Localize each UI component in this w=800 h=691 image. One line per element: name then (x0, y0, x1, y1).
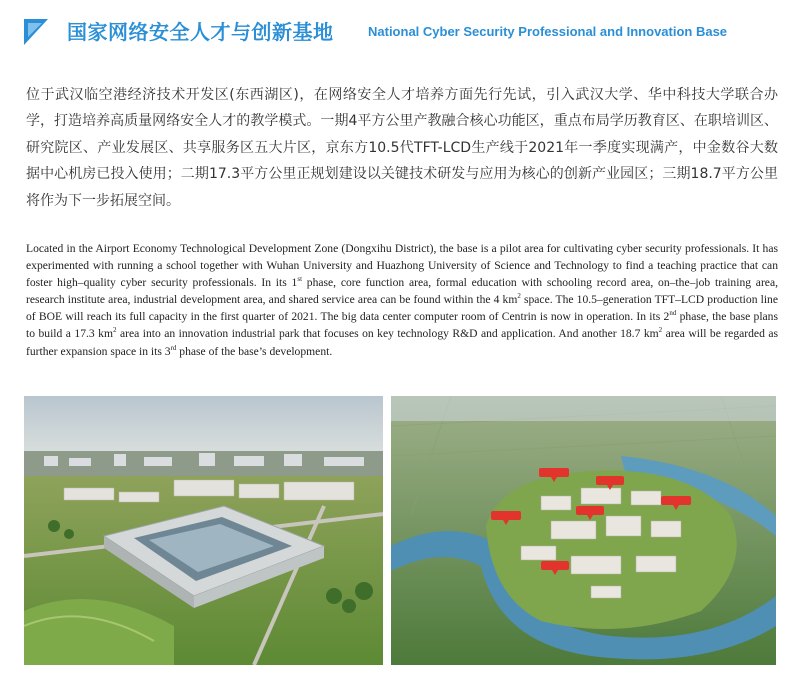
aerial-rendering-masterplan (391, 396, 776, 665)
page-title-english: National Cyber Security Professional and Innovation Base (368, 24, 728, 39)
section-header (22, 14, 52, 50)
aerial-photo-campus (24, 396, 383, 665)
body-paragraph-english: Located in the Airport Economy Technological Development Zone (Dongxihu District), the base is a pilot area for cultivating cyber security professionals. It has experimented with running a school together with Wuhan University and Huazhong University of Science and Technology to find a teaching practice that can foster high–quality cyber security professionals. In its 1st phase, core function area, formal education with schooling record area, on–the–job training area, research institute area, industrial development area, and shared service area can be found within the 4 $km^2$ space. The 10.5–generation TFT–LCD production line of BOE will reach its full capacity in the first quarter of 2021. The big data center computer room of Centrin is now in operation. In its 2nd phase, the base plans to build a 17.3 $km^2$ area into an innovation industrial park that focuses on key technology R&D and application. And another 18.7 $km^2$ area will be regarded as further expansion space in its 3rd phase of the base’s development. (26, 242, 779, 358)
body-paragraph-chinese: 位于武汉临空港经济技术开发区(东西湖区)，在网络安全人才培养方面先行先试，引入武汉大学、华中科技大学联合办学，打造培养高质量网络安全人才的教学模式。一期4平方公里产教融合核心功能区，重点布局学历教育区、在职培训区、研究院区、产业发展区、共享服务区五大片区，京东方10.5代TFT-LCD生产线于2021年一季度实现满产，中金数谷大数据中心机房已投入使用；二期17.3平方公里正规划建设以关键技术研发与应用为核心的创新产业园区；三期18.7平方公里将作为下一步拓展空间。 (26, 87, 778, 209)
triangle-corner-icon (22, 15, 52, 49)
page-title: 国家网络安全人才与创新基地 (67, 20, 334, 44)
